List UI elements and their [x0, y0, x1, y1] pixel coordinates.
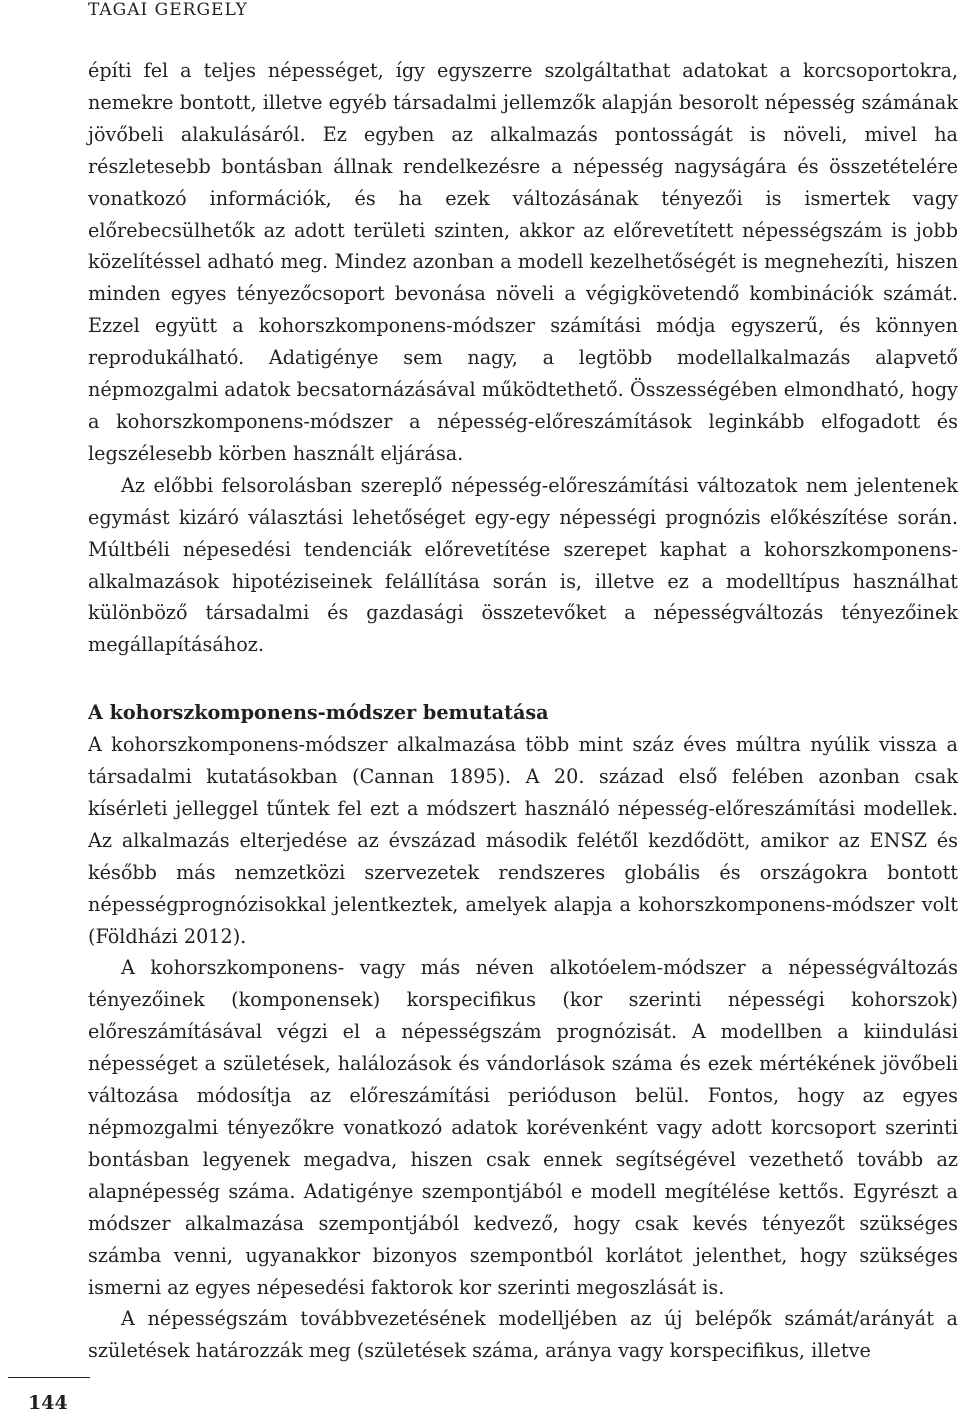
page-number-rule	[8, 1377, 90, 1378]
paragraph-continuation: építi fel a teljes népességet, így egyszerre szolgáltathat adatokat a korcsoportokra, nemekre bontott, illetve egyéb társadalmi jellemzők alapján besorolt népesség számának jövőbeli alakulásáról. Ez egyben az alkalmazás pontosságát is növeli, mivel ha részletesebb bontásban állnak rendelkezésre a népesség nagyságára és összetételére vonatkozó információk, és ha ezek változásának tényezői is ismertek vagy előrebecsülhetők az adott területi szinten, akkor az előrevetített népességszám is jobb közelítéssel adható meg. Mindez azonban a modell kezelhetőségét is megnehezíti, hiszen minden egyes tényezőcsoport bevonása növeli a végigkövetendő kombinációk számát. Ezzel együtt a kohorszkomponens-módszer számítási módja egyszerű, és könnyen reprodukálható. Adatigénye sem nagy, a legtöbb modellalkalmazás alapvető népmozgalmi adatok becsatornázásával működtethető. Összességében elmondható, hogy a kohorszkomponens-módszer a népesség-előreszámítások leginkább elfogadott és legszélesebb körben használt eljárása.	[88, 59, 958, 465]
page-number: 144	[28, 1392, 68, 1414]
running-head: TAGAI GERGELY	[88, 0, 248, 20]
paragraph: A népességszám továbbvezetésének modelljében az új belépők számát/arányát a születések határozzák meg (születések száma, aránya vagy korspecifikus, illetve	[88, 1307, 958, 1363]
body-text	[88, 55, 958, 1367]
section-heading: A kohorszkomponens-módszer bemutatása	[88, 701, 549, 725]
paragraph: Az előbbi felsorolásban szereplő népesség-előreszámítási változatok nem jelentenek egymást kizáró választási lehetőséget egy-egy népességi prognózis előkészítése során. Múltbéli népesedési tendenciák előrevetítése szerepet kaphat a kohorszkomponens-alkalmazások hipotéziseinek felállítása során is, illetve ez a modelltípus használhat különböző társadalmi és gazdasági összetevőket a népességváltozás tényezőinek megállapításához.	[88, 473, 958, 657]
paragraph: A kohorszkomponens-módszer alkalmazása több mint száz éves múltra nyúlik vissza a társadalmi kutatásokban (Cannan 1895). A 20. század első felében azonban csak kísérleti jelleggel tűntek fel ezt a módszert használó népesség-előreszámítási modellek. Az alkalmazás elterjedése az évszázad második felétől kezdődött, amikor az ENSZ és később más nemzetközi szervezetek rendszeres globális és országokra bontott népességprognózisokkal jelentkeztek, amelyek alapja a kohorszkomponens-módszer volt (Földházi 2012).	[88, 733, 958, 948]
paragraph: A kohorszkomponens- vagy más néven alkotóelem-módszer a népességváltozás tényezőinek (komponensek) korspecifikus (kor szerinti népességi kohorszok) előreszámításával végzi el a népességszám prognózisát. A modellben a kiindulási népességet a születések, halálozások és vándorlások száma és ezek mértékének jövőbeli változása módosítja az előreszámítási perióduson belül. Fontos, hogy az egyes népmozgalmi tényezőkre vonatkozó adatok korévenként vagy adott korcsoport szerinti bontásban legyenek megadva, hiszen csak ennek segítségével vezethető tovább az alapnépesség száma. Adatigénye szempontjából e modell megítélése kettős. Egyrészt a módszer alkalmazása szempontjából kedvező, hogy csak kevés tényezőt szükséges számba venni, ugyanakkor bizonyos szempontból korlátot jelenthet, hogy szükséges ismerni az egyes népesedési faktorok kor szerinti megoszlását is.	[88, 956, 958, 1299]
